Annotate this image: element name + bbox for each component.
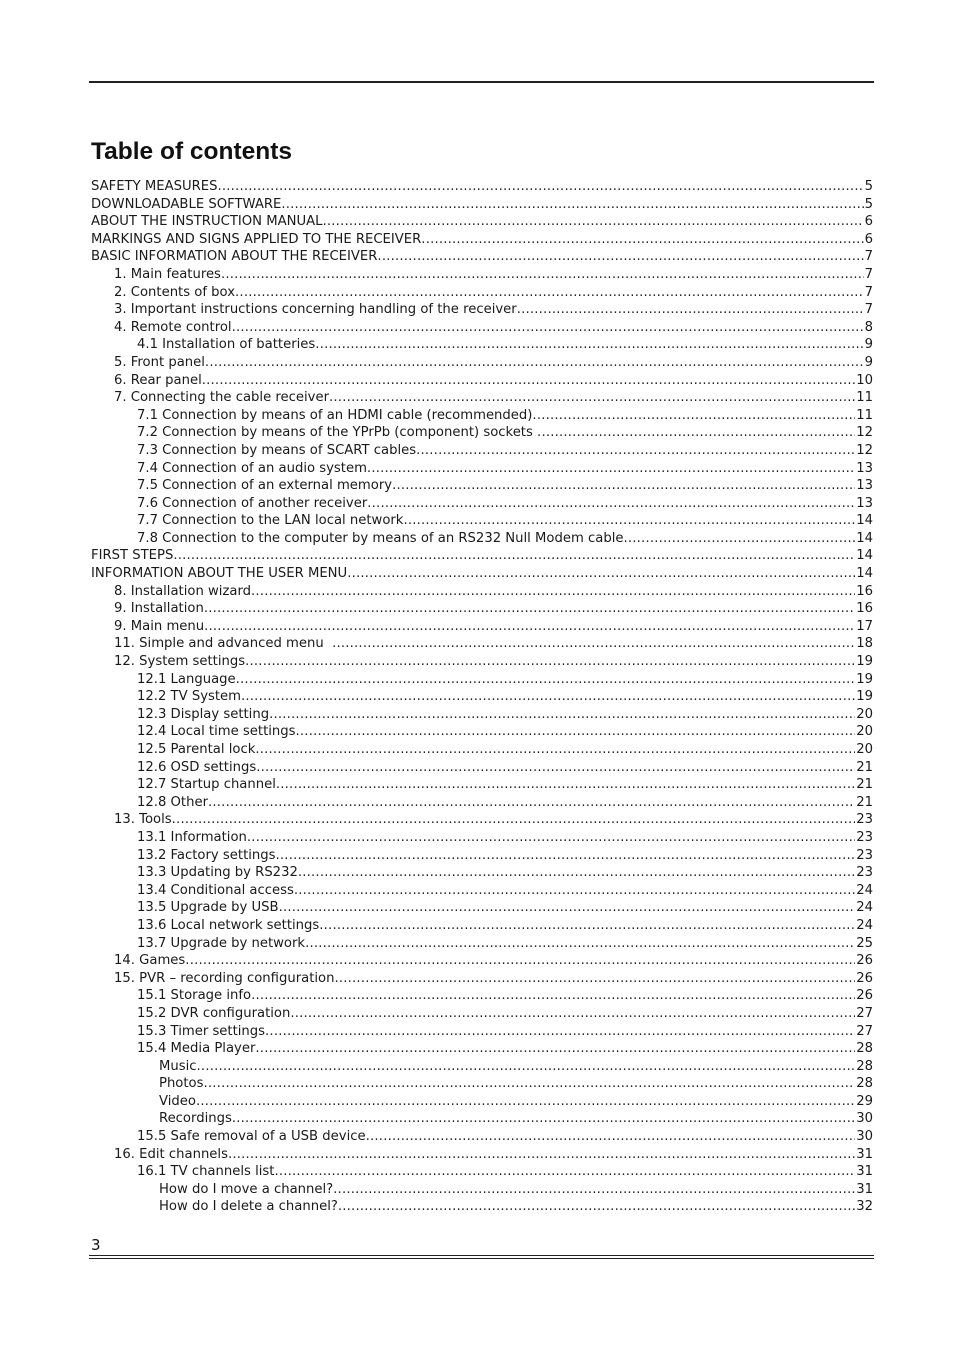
toc-entry-page: 31 <box>856 1181 873 1197</box>
toc-entry-page: 27 <box>856 1005 873 1021</box>
footer-rule-top <box>89 1255 874 1256</box>
toc-entry-title: 12. System settings <box>114 654 246 670</box>
toc-entry-title: 7.6 Connection of another receiver <box>137 495 368 511</box>
toc-dot-leader <box>537 424 855 442</box>
toc-entry-page: 12 <box>856 442 873 458</box>
toc-entry-title: 7.7 Connection to the LAN local network <box>137 513 404 529</box>
toc-entry-title: Recordings <box>159 1111 232 1127</box>
toc-dot-leader <box>377 248 863 266</box>
toc-entry-page: 14 <box>856 566 873 582</box>
toc-entry-page: 16 <box>856 583 873 599</box>
toc-entry-page: 25 <box>856 935 873 951</box>
toc-entry-page: 19 <box>856 654 873 670</box>
toc-entry[interactable] <box>91 1040 873 1058</box>
toc-entry-page: 20 <box>856 724 873 740</box>
toc-entry-page: 13 <box>856 460 873 476</box>
toc-entry-page: 31 <box>856 1164 873 1180</box>
toc-entry[interactable] <box>91 1023 873 1041</box>
toc-entry[interactable] <box>91 547 873 565</box>
toc-dot-leader <box>305 935 855 953</box>
toc-entry-title: 1. Main features <box>114 266 221 282</box>
toc-dot-leader <box>196 1093 855 1111</box>
toc-dot-leader <box>197 1058 856 1076</box>
toc-entry-title: 13.1 Information <box>137 829 247 845</box>
toc-dot-leader <box>247 829 855 847</box>
toc-dot-leader <box>517 301 864 319</box>
toc-entry[interactable] <box>91 354 873 372</box>
toc-dot-leader <box>279 899 856 917</box>
toc-entry-title: 12.7 Startup channel <box>137 777 276 793</box>
toc-dot-leader <box>532 407 855 425</box>
toc-entry[interactable] <box>91 1005 873 1023</box>
toc-entry[interactable] <box>91 864 873 882</box>
toc-entry-title: 9. Installation <box>114 601 204 617</box>
toc-dot-leader <box>241 688 855 706</box>
toc-entry-title: 15.4 Media Player <box>137 1041 256 1057</box>
toc-entry[interactable] <box>91 935 873 953</box>
toc-entry[interactable] <box>91 495 873 513</box>
toc-entry[interactable] <box>91 583 873 601</box>
toc-dot-leader <box>173 547 855 565</box>
toc-entry[interactable] <box>91 407 873 425</box>
toc-entry-title: DOWNLOADABLE SOFTWARE <box>91 196 282 212</box>
toc-entry[interactable] <box>91 706 873 724</box>
toc-entry-page: 14 <box>856 513 873 529</box>
toc-entry-page: 18 <box>856 636 873 652</box>
toc-entry[interactable] <box>91 635 873 653</box>
toc-dot-leader <box>392 477 855 495</box>
toc-dot-leader <box>232 319 864 337</box>
toc-entry-page: 28 <box>856 1076 873 1092</box>
toc-entry[interactable] <box>91 424 873 442</box>
toc-dot-leader <box>290 1005 855 1023</box>
toc-entry-page: 23 <box>856 847 873 863</box>
toc-entry-title: 7.1 Connection by means of an HDMI cable (recommended) <box>137 407 533 423</box>
toc-dot-leader <box>338 1198 855 1216</box>
toc-entry[interactable] <box>91 372 873 390</box>
toc-entry[interactable] <box>91 442 873 460</box>
toc-entry-title: 12.3 Display setting <box>137 706 270 722</box>
toc-dot-leader <box>623 530 855 548</box>
toc-entry-page: 5 <box>864 196 873 212</box>
toc-dot-leader <box>367 495 855 513</box>
toc-dot-leader <box>276 776 855 794</box>
toc-dot-leader <box>204 618 855 636</box>
toc-entry[interactable] <box>91 759 873 777</box>
toc-entry[interactable] <box>91 600 873 618</box>
toc-entry-page: 10 <box>856 372 873 388</box>
toc-entry[interactable] <box>91 477 873 495</box>
toc-entry[interactable] <box>91 671 873 689</box>
toc-entry-page: 26 <box>856 970 873 986</box>
toc-entry-page: 17 <box>856 618 873 634</box>
toc-entry[interactable] <box>91 917 873 935</box>
toc-entry-title: 16. Edit channels <box>114 1146 228 1162</box>
toc-entry[interactable] <box>91 1093 873 1111</box>
toc-entry-title: MARKINGS AND SIGNS APPLIED TO THE RECEIVER <box>91 231 422 247</box>
toc-entry-title: How do I delete a channel? <box>159 1199 338 1215</box>
toc-entry[interactable] <box>91 178 873 196</box>
toc-entry[interactable] <box>91 970 873 988</box>
toc-entry-page: 7 <box>864 266 873 282</box>
toc-entry-title: 13.2 Factory settings <box>137 847 276 863</box>
toc-entry-title: INFORMATION ABOUT THE USER MENU <box>91 566 348 582</box>
toc-entry-title: Photos <box>159 1076 204 1092</box>
toc-entry-title: 15.1 Storage info <box>137 988 252 1004</box>
toc-entry[interactable] <box>91 301 873 319</box>
toc-entry-page: 16 <box>856 601 873 617</box>
toc-entry-page: 28 <box>856 1058 873 1074</box>
toc-entry-page: 9 <box>864 354 873 370</box>
toc-entry-page: 13 <box>856 495 873 511</box>
toc-entry-title: 5. Front panel <box>114 354 205 370</box>
toc-entry-page: 11 <box>856 390 873 406</box>
toc-dot-leader <box>232 1110 855 1128</box>
toc-entry-page: 5 <box>864 179 873 194</box>
toc-dot-leader <box>255 1040 855 1058</box>
toc-entry-page: 29 <box>856 1093 873 1109</box>
toc-dot-leader <box>172 811 856 829</box>
toc-entry-title: 4. Remote control <box>114 319 232 335</box>
toc-dot-leader <box>204 600 855 618</box>
toc-entry-title: 13.7 Upgrade by network <box>137 935 306 951</box>
toc-entry[interactable] <box>91 284 873 302</box>
toc-entry[interactable] <box>91 231 873 249</box>
toc-dot-leader <box>416 442 855 460</box>
toc-entry-page: 13 <box>856 478 873 494</box>
toc-entry-title: 13.5 Upgrade by USB <box>137 900 279 916</box>
toc-dot-leader <box>329 389 855 407</box>
toc-entry-page: 23 <box>856 829 873 845</box>
toc-dot-leader <box>205 354 864 372</box>
toc-entry-title: How do I move a channel? <box>159 1181 334 1197</box>
toc-entry-page: 24 <box>856 900 873 916</box>
toc-entry-page: 27 <box>856 1023 873 1039</box>
toc-entry[interactable] <box>91 1163 873 1181</box>
toc-entry-page: 26 <box>856 953 873 969</box>
toc-entry[interactable] <box>91 987 873 1005</box>
toc-entry-title: 6. Rear panel <box>114 372 202 388</box>
toc-entry-page: 6 <box>864 231 873 247</box>
toc-entry-title: FIRST STEPS <box>91 548 174 564</box>
toc-entry-page: 20 <box>856 742 873 757</box>
toc-entry-page: 14 <box>856 530 873 546</box>
toc-entry-title: 15.3 Timer settings <box>137 1023 266 1039</box>
toc-dot-leader <box>334 970 855 988</box>
toc-dot-leader <box>367 460 855 478</box>
toc-entry-title: 13.4 Conditional access <box>137 882 294 898</box>
toc-entry-title: 7.4 Connection of an audio system <box>137 460 367 476</box>
toc-entry[interactable] <box>91 1181 873 1199</box>
toc-entry-title: 12.8 Other <box>137 794 208 810</box>
toc-entry-title: SAFETY MEASURES <box>91 179 218 194</box>
toc-entry-title: 12.2 TV System <box>137 689 241 705</box>
toc-dot-leader <box>228 1146 855 1164</box>
toc-entry-page: 23 <box>856 812 873 828</box>
toc-entry[interactable] <box>91 196 873 214</box>
toc-entry-title: 13.3 Updating by RS232 <box>137 865 298 881</box>
toc-entry[interactable] <box>91 811 873 829</box>
toc-dot-leader <box>274 1163 855 1181</box>
toc-entry-title: 8. Installation wizard <box>114 583 252 599</box>
toc-entry-title: 7.2 Connection by means of the YPrPb (component) sockets <box>137 425 538 441</box>
toc-entry-title: 7.5 Connection of an external memory <box>137 478 393 494</box>
toc-entry-title: 7.3 Connection by means of SCART cables <box>137 442 417 458</box>
toc-dot-leader <box>235 284 864 302</box>
toc-entry-page: 21 <box>856 777 873 793</box>
toc-dot-leader <box>294 882 855 900</box>
toc-entry-page: 30 <box>856 1129 873 1145</box>
toc-entry[interactable] <box>91 1110 873 1128</box>
toc-entry[interactable] <box>91 1075 873 1093</box>
toc-dot-leader <box>347 565 855 583</box>
header-rule <box>89 81 874 83</box>
toc-entry[interactable] <box>91 829 873 847</box>
toc-entry-page: 11 <box>856 407 873 423</box>
toc-entry-page: 21 <box>856 794 873 810</box>
toc-entry-title: 12.6 OSD settings <box>137 759 257 775</box>
toc-entry-title: 3. Important instructions concerning handling of the receiver <box>114 302 517 318</box>
toc-entry-page: 7 <box>864 284 873 300</box>
toc-entry[interactable] <box>91 688 873 706</box>
toc-dot-leader <box>296 723 856 741</box>
toc-entry[interactable] <box>91 794 873 812</box>
toc-entry[interactable] <box>91 319 873 337</box>
toc-entry-title: 11. Simple and advanced menu <box>114 636 333 652</box>
toc-entry[interactable] <box>91 565 873 583</box>
toc-entry-title: 15.2 DVR configuration <box>137 1005 291 1021</box>
toc-entry-title: 16.1 TV channels list <box>137 1164 275 1180</box>
toc-dot-leader <box>366 1128 856 1146</box>
toc-dot-leader <box>269 706 855 724</box>
toc-dot-leader <box>315 336 863 354</box>
toc-entry[interactable] <box>91 723 873 741</box>
toc-entry-page: 8 <box>864 319 873 335</box>
toc-entry-title: 4.1 Installation of batteries <box>137 337 316 353</box>
toc-dot-leader <box>332 635 855 653</box>
toc-dot-leader <box>298 864 855 882</box>
toc-entry-title: Music <box>159 1058 197 1074</box>
toc-entry[interactable] <box>91 882 873 900</box>
toc-dot-leader <box>202 372 855 390</box>
toc-entry[interactable] <box>91 1146 873 1164</box>
toc-entry[interactable] <box>91 1198 873 1216</box>
toc-dot-leader <box>204 1075 856 1093</box>
toc-entry-title: 14. Games <box>114 953 186 969</box>
toc-entry-title: 7. Connecting the cable receiver <box>114 390 330 406</box>
toc-entry[interactable] <box>91 266 873 284</box>
toc-entry-page: 23 <box>856 865 873 881</box>
toc-entry-title: 15. PVR – recording configuration <box>114 970 335 986</box>
toc-entry[interactable] <box>91 460 873 478</box>
toc-dot-leader <box>251 583 855 601</box>
toc-dot-leader <box>245 653 855 671</box>
toc-dot-leader <box>403 512 855 530</box>
toc-entry-page: 14 <box>856 548 873 564</box>
toc-dot-leader <box>281 196 863 214</box>
toc-entry-page: 30 <box>856 1111 873 1127</box>
toc-entry[interactable] <box>91 899 873 917</box>
toc-entry[interactable] <box>91 1128 873 1146</box>
toc-dot-leader <box>421 231 863 249</box>
toc-entry[interactable] <box>91 1058 873 1076</box>
page-number: 3 <box>91 1236 101 1254</box>
toc-entry[interactable] <box>91 653 873 671</box>
toc-dot-leader <box>265 1023 855 1041</box>
toc-entry-page: 32 <box>856 1199 873 1215</box>
toc-entry[interactable] <box>91 389 873 407</box>
toc-entry-title: 13.6 Local network settings <box>137 917 320 933</box>
toc-entry-page: 26 <box>856 988 873 1004</box>
toc-entry[interactable] <box>91 512 873 530</box>
toc-entry[interactable] <box>91 618 873 636</box>
toc-entry-page: 12 <box>856 425 873 441</box>
toc-dot-leader <box>217 178 863 196</box>
toc-dot-leader <box>256 759 855 777</box>
toc-dot-leader <box>322 213 863 231</box>
toc-entry-page: 9 <box>864 337 873 353</box>
toc-entry-page: 31 <box>856 1146 873 1162</box>
toc-entry-page: 28 <box>856 1041 873 1057</box>
toc-entry-title: ABOUT THE INSTRUCTION MANUAL <box>91 214 323 230</box>
toc-entry-title: 7.8 Connection to the computer by means of an RS232 Null Modem cable <box>137 530 624 546</box>
toc-entry-title: 12.1 Language <box>137 671 236 687</box>
toc-entry-page: 7 <box>864 249 873 265</box>
toc-entry-page: 6 <box>864 214 873 230</box>
toc-dot-leader <box>333 1181 855 1199</box>
toc-entry-title: 12.5 Parental lock <box>137 742 256 757</box>
toc-entry[interactable] <box>91 952 873 970</box>
toc-entry-page: 19 <box>856 671 873 687</box>
toc-entry-title: 2. Contents of box <box>114 284 236 300</box>
toc-entry-page: 7 <box>864 302 873 318</box>
toc-entry-page: 24 <box>856 882 873 898</box>
toc-dot-leader <box>221 266 864 284</box>
toc-dot-leader <box>319 917 855 935</box>
toc-dot-leader <box>185 952 855 970</box>
toc-entry-title: 15.5 Safe removal of a USB device <box>137 1129 366 1145</box>
footer-rule-bottom <box>89 1258 874 1259</box>
toc-entry[interactable] <box>91 847 873 865</box>
toc-dot-leader <box>255 741 855 759</box>
toc-entry[interactable] <box>91 530 873 548</box>
toc-entry[interactable] <box>91 248 873 266</box>
toc-entry-title: BASIC INFORMATION ABOUT THE RECEIVER <box>91 249 378 265</box>
toc-dot-leader <box>251 987 855 1005</box>
toc-dot-leader <box>208 794 855 812</box>
toc-entry[interactable] <box>91 741 873 759</box>
toc-entry-title: 12.4 Local time settings <box>137 724 296 740</box>
toc-entry-title: 13. Tools <box>114 812 172 828</box>
toc-dot-leader <box>276 847 856 865</box>
toc-entry[interactable] <box>91 776 873 794</box>
toc-entry-page: 19 <box>856 689 873 705</box>
toc-entry-title: Video <box>159 1093 196 1109</box>
toc-entry[interactable] <box>91 213 873 231</box>
page-title: Table of contents <box>91 138 293 165</box>
toc-entry-page: 20 <box>856 706 873 722</box>
toc-entry-page: 21 <box>856 759 873 775</box>
toc-entry[interactable] <box>91 336 873 354</box>
table-of-contents <box>91 178 873 1216</box>
toc-entry-page: 24 <box>856 917 873 933</box>
toc-entry-title: 9. Main menu <box>114 618 205 634</box>
toc-dot-leader <box>236 671 856 689</box>
